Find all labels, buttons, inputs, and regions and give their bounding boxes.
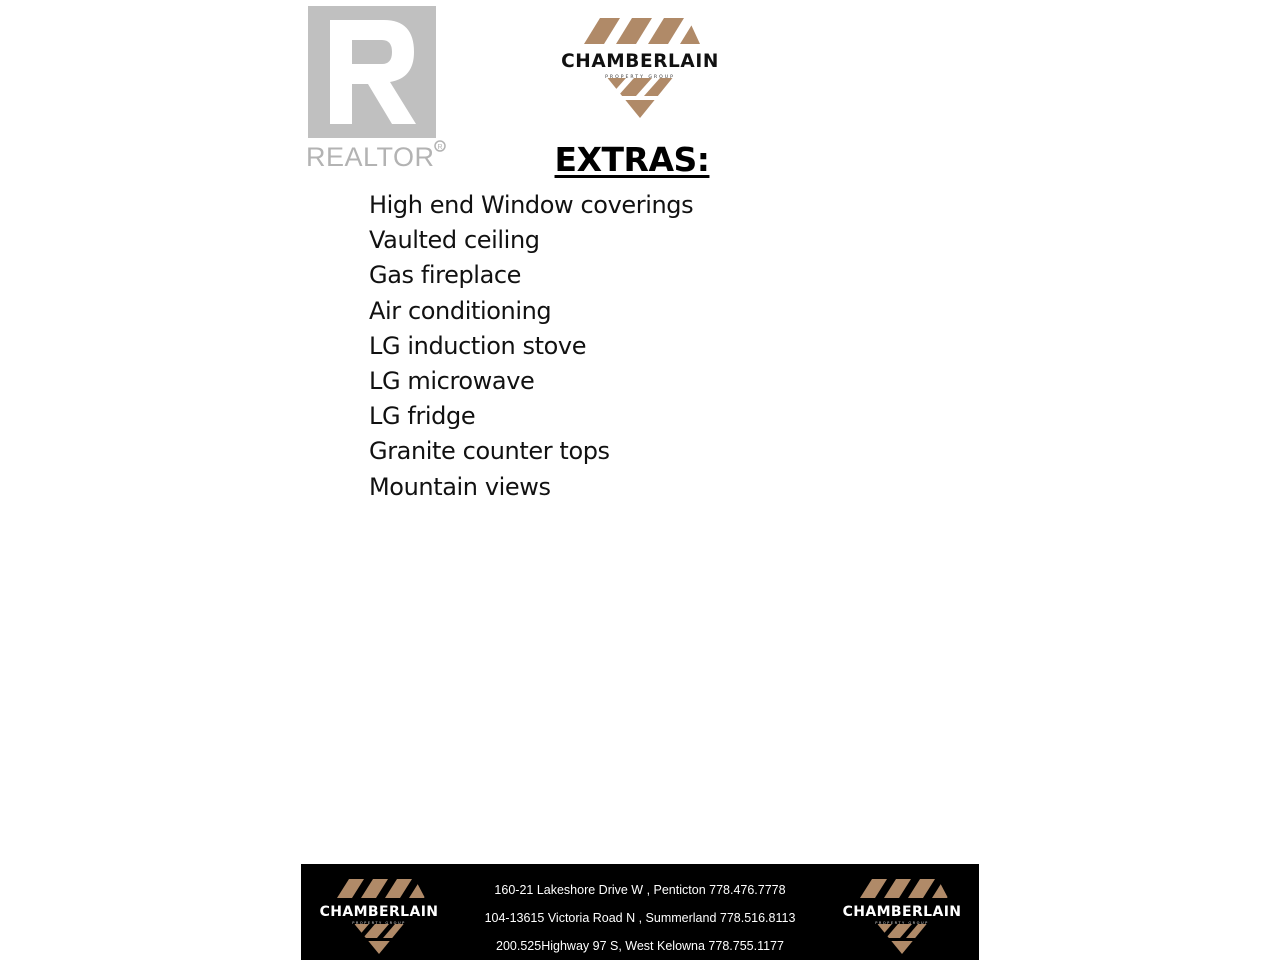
chamberlain-logo-footer-right	[832, 876, 972, 956]
address-penticton: 160-21 Lakeshore Drive W , Penticton 778.476.7778	[494, 883, 786, 897]
extras-item: LG fridge	[369, 402, 476, 431]
footer-addresses	[461, 876, 819, 960]
brand-tagline: PROPERTY GROUP	[875, 921, 929, 925]
realtor-r-icon	[304, 6, 454, 174]
extras-item: Granite counter tops	[369, 437, 610, 466]
chamberlain-logo-top	[548, 14, 732, 120]
brand-tagline: PROPERTY GROUP	[352, 921, 406, 925]
address-west-kelowna: 200.525Highway 97 S, West Kelowna 778.755.1177	[496, 939, 784, 953]
extras-item: LG induction stove	[369, 331, 587, 360]
realtor-logo	[304, 6, 454, 174]
svg-text:R: R	[437, 144, 443, 151]
extras-title: EXTRAS:	[554, 140, 710, 179]
extras-list	[369, 188, 693, 505]
brand-name: CHAMBERLAIN	[561, 51, 719, 72]
extras-item: LG microwave	[369, 367, 535, 396]
footer-banner	[301, 864, 979, 960]
chamberlain-logo-footer-left	[309, 876, 449, 956]
brand-tagline: PROPERTY GROUP	[605, 75, 675, 80]
extras-item: Gas fireplace	[369, 261, 522, 290]
address-summerland: 104-13615 Victoria Road N , Summerland 778.516.8113	[484, 911, 796, 925]
brand-name: CHAMBERLAIN	[319, 904, 439, 920]
extras-item: Air conditioning	[369, 296, 552, 325]
extras-item: Mountain views	[369, 472, 551, 501]
extras-item: Vaulted ceiling	[369, 226, 540, 255]
brand-name: CHAMBERLAIN	[842, 904, 962, 920]
extras-item: High end Window coverings	[369, 191, 694, 219]
svg-text:REALTOR: REALTOR	[306, 142, 435, 172]
